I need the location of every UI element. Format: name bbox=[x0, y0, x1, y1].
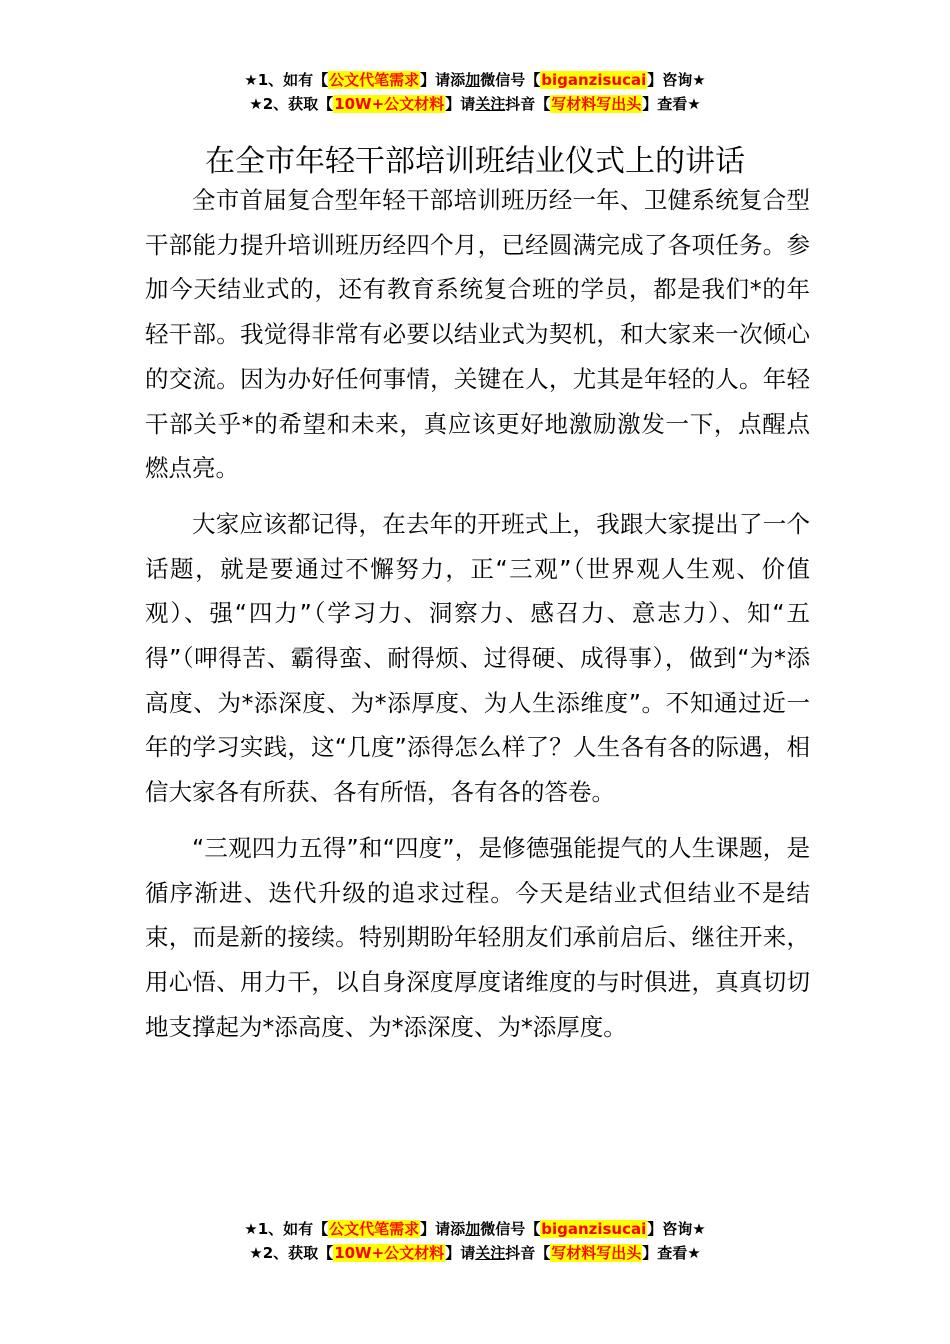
banner-text: 】查看★ bbox=[642, 95, 701, 113]
ghostwriting-service-highlight: 公文代笔需求 bbox=[329, 1220, 420, 1238]
banner-underlined-text: 加 bbox=[465, 71, 481, 89]
banner-text: 】请添 bbox=[420, 1220, 466, 1238]
footer-banner-line-1 bbox=[0, 1217, 950, 1241]
banner-text: 微信号【 bbox=[480, 1220, 541, 1238]
banner-text: ★1、如有【 bbox=[244, 1220, 329, 1238]
materials-highlight: 10W+公文材料 bbox=[334, 1244, 445, 1262]
banner-text: 】咨询★ bbox=[647, 1220, 706, 1238]
banner-underlined-text: 关注 bbox=[475, 95, 506, 113]
header-banner-line-1 bbox=[0, 68, 950, 92]
ghostwriting-service-highlight: 公文代笔需求 bbox=[329, 71, 420, 89]
banner-underlined-text: 加 bbox=[465, 1220, 481, 1238]
wechat-id-highlight: biganzisucai bbox=[541, 1220, 647, 1238]
banner-text: ★2、获取【 bbox=[249, 1244, 334, 1262]
banner-text: 】请添 bbox=[420, 71, 466, 89]
body-paragraph-3: “三观四力五得”和“四度”，是修德强能提气的人生课题，是循序渐进、迭代升级的追求过程。今天是结业式但结业不是结束，而是新的接续。特别期盼年轻朋友们承前启后、继往开来，用心悟、用力干，以自身深度厚度诸维度的与时俱进，真真切切地支撑起为*添高度、为*添深度、为*添厚度。 bbox=[145, 833, 810, 1041]
header-banner bbox=[0, 68, 950, 116]
banner-text: 】查看★ bbox=[642, 1244, 701, 1262]
document-title: 在全市年轻干部培训班结业仪式上的讲话 bbox=[205, 144, 745, 180]
banner-text: 】请 bbox=[445, 95, 476, 113]
douyin-account-highlight: 写材料写出头 bbox=[551, 1244, 642, 1262]
banner-underlined-text: 关注 bbox=[475, 1244, 506, 1262]
banner-text: ★2、获取【 bbox=[249, 95, 334, 113]
banner-text: 】咨询★ bbox=[647, 71, 706, 89]
footer-banner bbox=[0, 1217, 950, 1265]
document-body bbox=[145, 178, 810, 1060]
banner-text: 微信号【 bbox=[480, 71, 541, 89]
banner-text: 抖音【 bbox=[505, 1244, 551, 1262]
header-banner-line-2 bbox=[0, 92, 950, 116]
banner-text: 抖音【 bbox=[505, 95, 551, 113]
wechat-id-highlight: biganzisucai bbox=[541, 71, 647, 89]
banner-text: 】请 bbox=[445, 1244, 476, 1262]
body-paragraph-1: 全市首届复合型年轻干部培训班历经一年、卫健系统复合型干部能力提升培训班历经四个月，已经圆满完成了各项任务。参加今天结业式的，还有教育系统复合班的学员，都是我们*的年轻干部。我觉得非常有必要以结业式为契机，和大家来一次倾心的交流。因为办好任何事情，关键在人，尤其是年轻的人。年轻干部关乎*的希望和未来，真应该更好地激励激发一下，点醒点燃点亮。 bbox=[145, 186, 810, 483]
footer-banner-line-2 bbox=[0, 1241, 950, 1265]
body-paragraph-2: 大家应该都记得，在去年的开班式上，我跟大家提出了一个话题，就是要通过不懈努力，正“三观”（世界观人生观、价值观）、强“四力”（学习力、洞察力、感召力、意志力）、知“五得”（呷得苦、霸得蛮、耐得烦、过得硬、成得事），做到“为*添高度、为*添深度、为*添厚度、为人生添维度”。不知通过近一年的学习实践，这“几度”添得怎么样了？人生各有各的际遇，相信大家各有所获、各有所悟，各有各的答卷。 bbox=[145, 509, 810, 807]
banner-text: ★1、如有【 bbox=[244, 71, 329, 89]
douyin-account-highlight: 写材料写出头 bbox=[551, 95, 642, 113]
materials-highlight: 10W+公文材料 bbox=[334, 95, 445, 113]
